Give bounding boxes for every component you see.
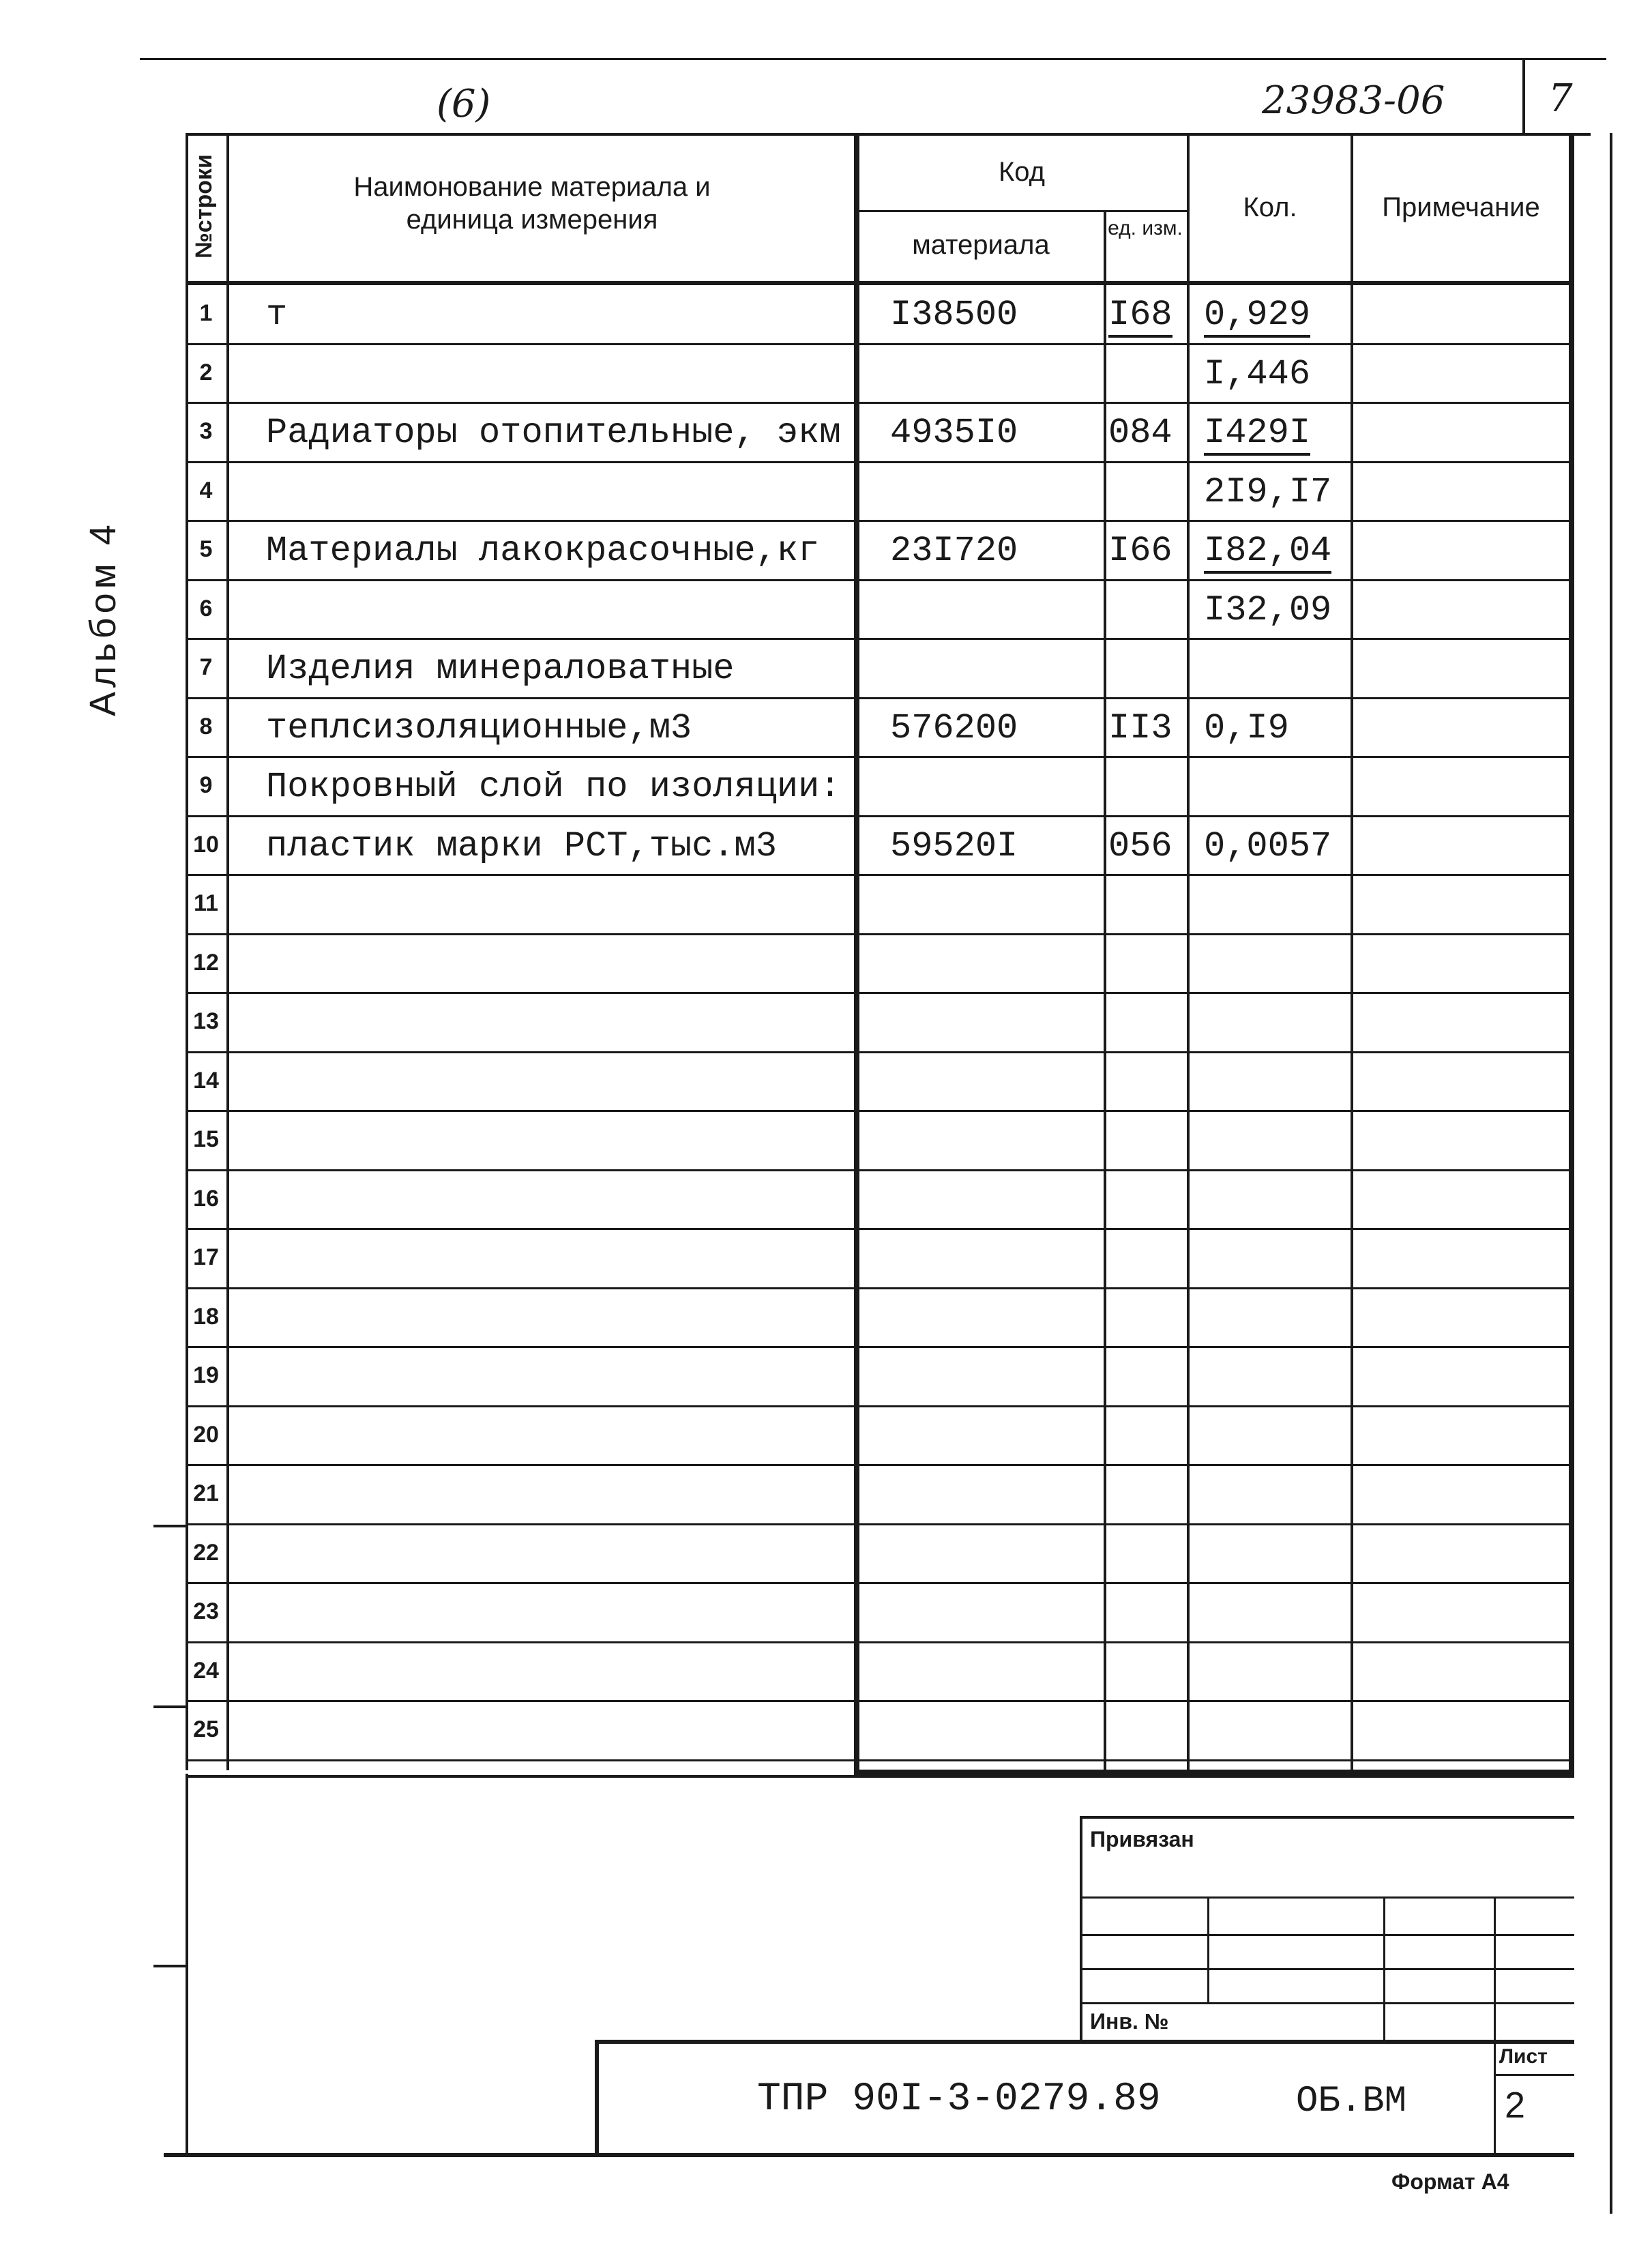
album-side-label: Альбом 4 [83,521,123,716]
row-number: 15 [193,1126,219,1152]
row-line [186,756,1574,758]
row-line [186,1169,1574,1171]
row-line [186,520,1574,522]
row-number: 19 [193,1362,219,1388]
title-block-left [595,2040,599,2156]
row-line [186,1110,1574,1112]
row-line [186,638,1574,640]
sheet-mark: (6) [437,82,491,126]
row-number: 10 [193,831,219,858]
row-number: 21 [193,1480,219,1506]
row-number: 9 [199,772,213,798]
quantity: I32,09 [1204,589,1332,630]
note-col-line [1351,133,1353,1774]
row-number: 22 [193,1539,219,1566]
inventory-number-label: Инв. № [1090,2009,1169,2034]
row-line [186,874,1574,876]
row-number: 6 [199,595,213,621]
margin-tick-1 [153,1525,188,1527]
document-mark: ОБ.ВМ [1296,2081,1407,2122]
row-line [186,815,1574,817]
material-name: т [266,295,288,335]
title-block-top [595,2040,1574,2044]
header-top-line [186,133,1591,136]
stamp-top-line [186,1775,1574,1778]
unit-code: 084 [1108,413,1172,453]
material-code: 576200 [890,707,1018,748]
material-name: Материалы лакокрасочные,кг [266,531,820,571]
unit-code: II3 [1108,707,1172,748]
material-code: 59520I [890,825,1018,866]
code-sub-line [857,210,1187,212]
bound-label: Привязан [1090,1827,1194,1851]
material-code: I38500 [890,295,1018,335]
quantity: 2I9,I7 [1204,471,1332,512]
row-number: 1 [199,300,213,326]
quantity-column-header: Кол. [1243,192,1297,222]
corner-box-left [1522,58,1525,133]
quantity: I,446 [1204,353,1311,394]
right-frame-line [1610,133,1612,2214]
row-line [186,1287,1574,1289]
row-number: 17 [193,1244,219,1270]
row-number: 4 [199,477,213,503]
material-code: 4935I0 [890,413,1018,453]
row-number: 23 [193,1598,219,1624]
corner-number: 7 [1548,76,1573,121]
stamp-col-line-1 [1207,1896,1209,2002]
row-number: 7 [199,654,213,680]
row-number-header: №строки [191,154,217,259]
row-number: 5 [199,536,213,562]
row-line [186,402,1574,404]
row-number: 8 [199,713,213,739]
row-line [186,1759,1574,1761]
material-name: теплсизоляционные,м3 [266,707,692,748]
row-number: 20 [193,1421,219,1448]
sheet-number: 2 [1505,2085,1526,2126]
row-number: 25 [193,1716,219,1742]
row-line [186,1464,1574,1466]
material-name: Радиаторы отопительные, экм [266,413,841,453]
row-number: 2 [199,359,213,385]
unit-code: I68 [1108,295,1172,338]
margin-tick-2 [153,1705,188,1708]
row-number: 18 [193,1303,219,1330]
sheet-label: Лист [1499,2045,1548,2068]
row-number: 11 [194,890,218,916]
quantity: 0,I9 [1204,707,1289,748]
quantity: I82,04 [1204,531,1331,574]
row-number: 24 [193,1657,219,1684]
stamp-row-line-2 [1080,1934,1574,1936]
quantity: 0,0057 [1204,825,1332,866]
material-name: Покровный слой по изоляции: [266,767,841,807]
unit-code: I66 [1108,531,1172,571]
row-line [186,1523,1574,1525]
frame-bottom-line [164,2153,1574,2157]
row-line [186,1700,1574,1702]
material-name: Изделия минераловатные [266,649,735,689]
row-line [186,343,1574,345]
row-line [186,1228,1574,1230]
stamp-block-top [1080,1816,1574,1819]
row-line [186,933,1574,935]
row-number: 14 [193,1067,219,1094]
margin-tick-3 [153,1965,188,1967]
top-edge-line [140,58,1606,60]
row-line [186,1405,1574,1407]
row-line [186,1582,1574,1584]
row-line [186,1051,1574,1053]
note-column-header: Примечание [1382,192,1540,222]
row-line [186,461,1574,463]
header-bottom-line [186,281,1574,285]
row-number: 13 [193,1008,219,1034]
table-right-line [1569,133,1574,1777]
stamp-row-line-1 [1080,1896,1574,1899]
code-column-header: Код [998,157,1045,187]
table-bottom-line [854,1770,1574,1775]
row-line [186,1346,1574,1348]
material-code-header: материала [912,230,1050,260]
paper-format: Формат А4 [1391,2169,1509,2194]
project-code: ТПР 90I-3-0279.89 [757,2077,1161,2122]
row-number: 3 [199,418,213,444]
row-line [186,1641,1574,1643]
unit-code-header: ед. изм. [1108,217,1183,239]
row-line [186,697,1574,699]
material-code: 23I720 [890,531,1018,571]
document-number: 23983-06 [1262,78,1445,123]
unit-code: 056 [1108,825,1172,866]
stamp-row-line-4 [1080,2002,1574,2004]
stamp-col-line-3 [1494,1896,1496,2156]
row-line [186,992,1574,994]
row-line [186,579,1574,581]
sheet-label-line [1494,2074,1574,2076]
qty-col-line [1187,133,1190,1774]
name-column-header: Наимонование материала и единица измерения [353,172,711,235]
material-name: пластик марки РСТ,тыс.м3 [266,825,777,866]
quantity: I429I [1204,413,1310,456]
quantity: 0,929 [1204,295,1310,338]
row-number: 16 [193,1185,219,1212]
stamp-col-line-2 [1383,1896,1385,2043]
row-number: 12 [193,949,219,976]
stamp-block-left [1080,1816,1082,2041]
stamp-row-line-3 [1080,1968,1574,1970]
